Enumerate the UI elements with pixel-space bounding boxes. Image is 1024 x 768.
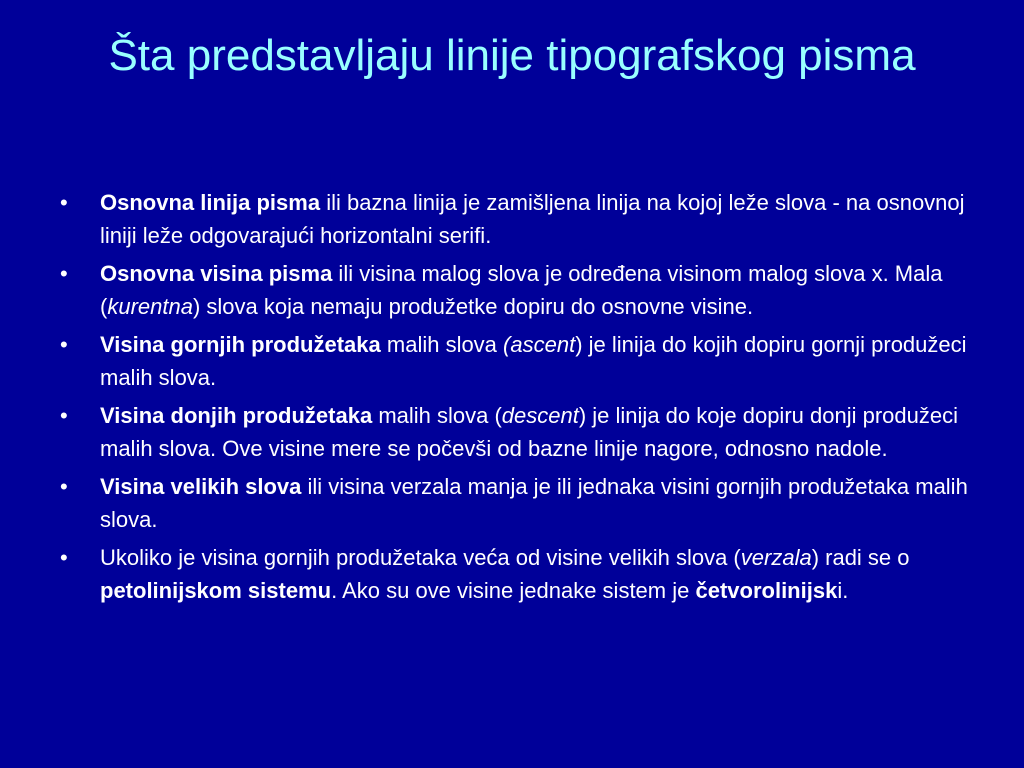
bullet-text: ili bazna linija je zamišljena linija na kojoj leže slova - na osnovnoj liniji leže odgovarajući horizontalni serifi.	[100, 190, 965, 248]
bullet-text: ) je linija do kojih dopiru gornji produžeci malih slova.	[100, 332, 967, 390]
bullet-icon: •	[60, 261, 68, 286]
bullet-text: i.	[837, 578, 849, 603]
bullet-item-ascender	[60, 328, 990, 394]
bullet-text: . Ako su ove visine jednake sistem je	[331, 578, 696, 603]
bullet-term: Visina gornjih produžetaka	[100, 332, 381, 357]
bullet-icon: •	[60, 403, 68, 428]
bullet-text: ili visina verzala manja je ili jednaka visini gornjih produžetaka malih slova.	[100, 474, 968, 532]
bullet-italic-term: kurentna	[107, 294, 193, 319]
bullet-term: Visina donjih produžetaka	[100, 403, 373, 428]
bullet-text: malih slova	[380, 332, 504, 357]
bullet-icon: •	[60, 545, 68, 570]
bullet-italic-term: (ascent	[503, 332, 576, 357]
bullet-text: ) slova koja nemaju produžetke dopiru do osnovne visine.	[192, 294, 754, 319]
bullet-italic-term: descent	[501, 403, 579, 428]
bullet-text: ili visina malog slova je određena visinom malog slova x. Mala (	[100, 261, 943, 319]
bullet-term: Osnovna visina pisma	[100, 261, 333, 286]
bullet-term: Visina velikih slova	[100, 474, 302, 499]
bullet-term: petolinijskom sistemu	[100, 578, 332, 603]
bullet-list	[60, 186, 990, 612]
bullet-item-descender	[60, 399, 990, 465]
bullet-item-line-system	[60, 541, 990, 607]
bullet-item-cap-height	[60, 470, 990, 536]
bullet-italic-term: verzala	[740, 545, 812, 570]
bullet-text: ) je linija do koje dopiru donji produžeci malih slova. Ove visine mere se počevši od bazne linije nagore, odnosno nadole.	[100, 403, 958, 461]
bullet-icon: •	[60, 474, 68, 499]
bullet-icon: •	[60, 190, 68, 215]
bullet-term: Osnovna linija pisma	[100, 190, 321, 215]
bullet-item-x-height	[60, 257, 990, 323]
bullet-term: četvorolinijsk	[695, 578, 838, 603]
bullet-item-baseline	[60, 186, 990, 252]
bullet-text: ) radi se o	[811, 545, 910, 570]
bullet-text: malih slova (	[372, 403, 502, 428]
bullet-text: Ukoliko je visina gornjih produžetaka veća od visine velikih slova (	[100, 545, 741, 570]
slide-title: Šta predstavljaju linije tipografskog pisma	[108, 31, 916, 80]
bullet-icon: •	[60, 332, 68, 357]
